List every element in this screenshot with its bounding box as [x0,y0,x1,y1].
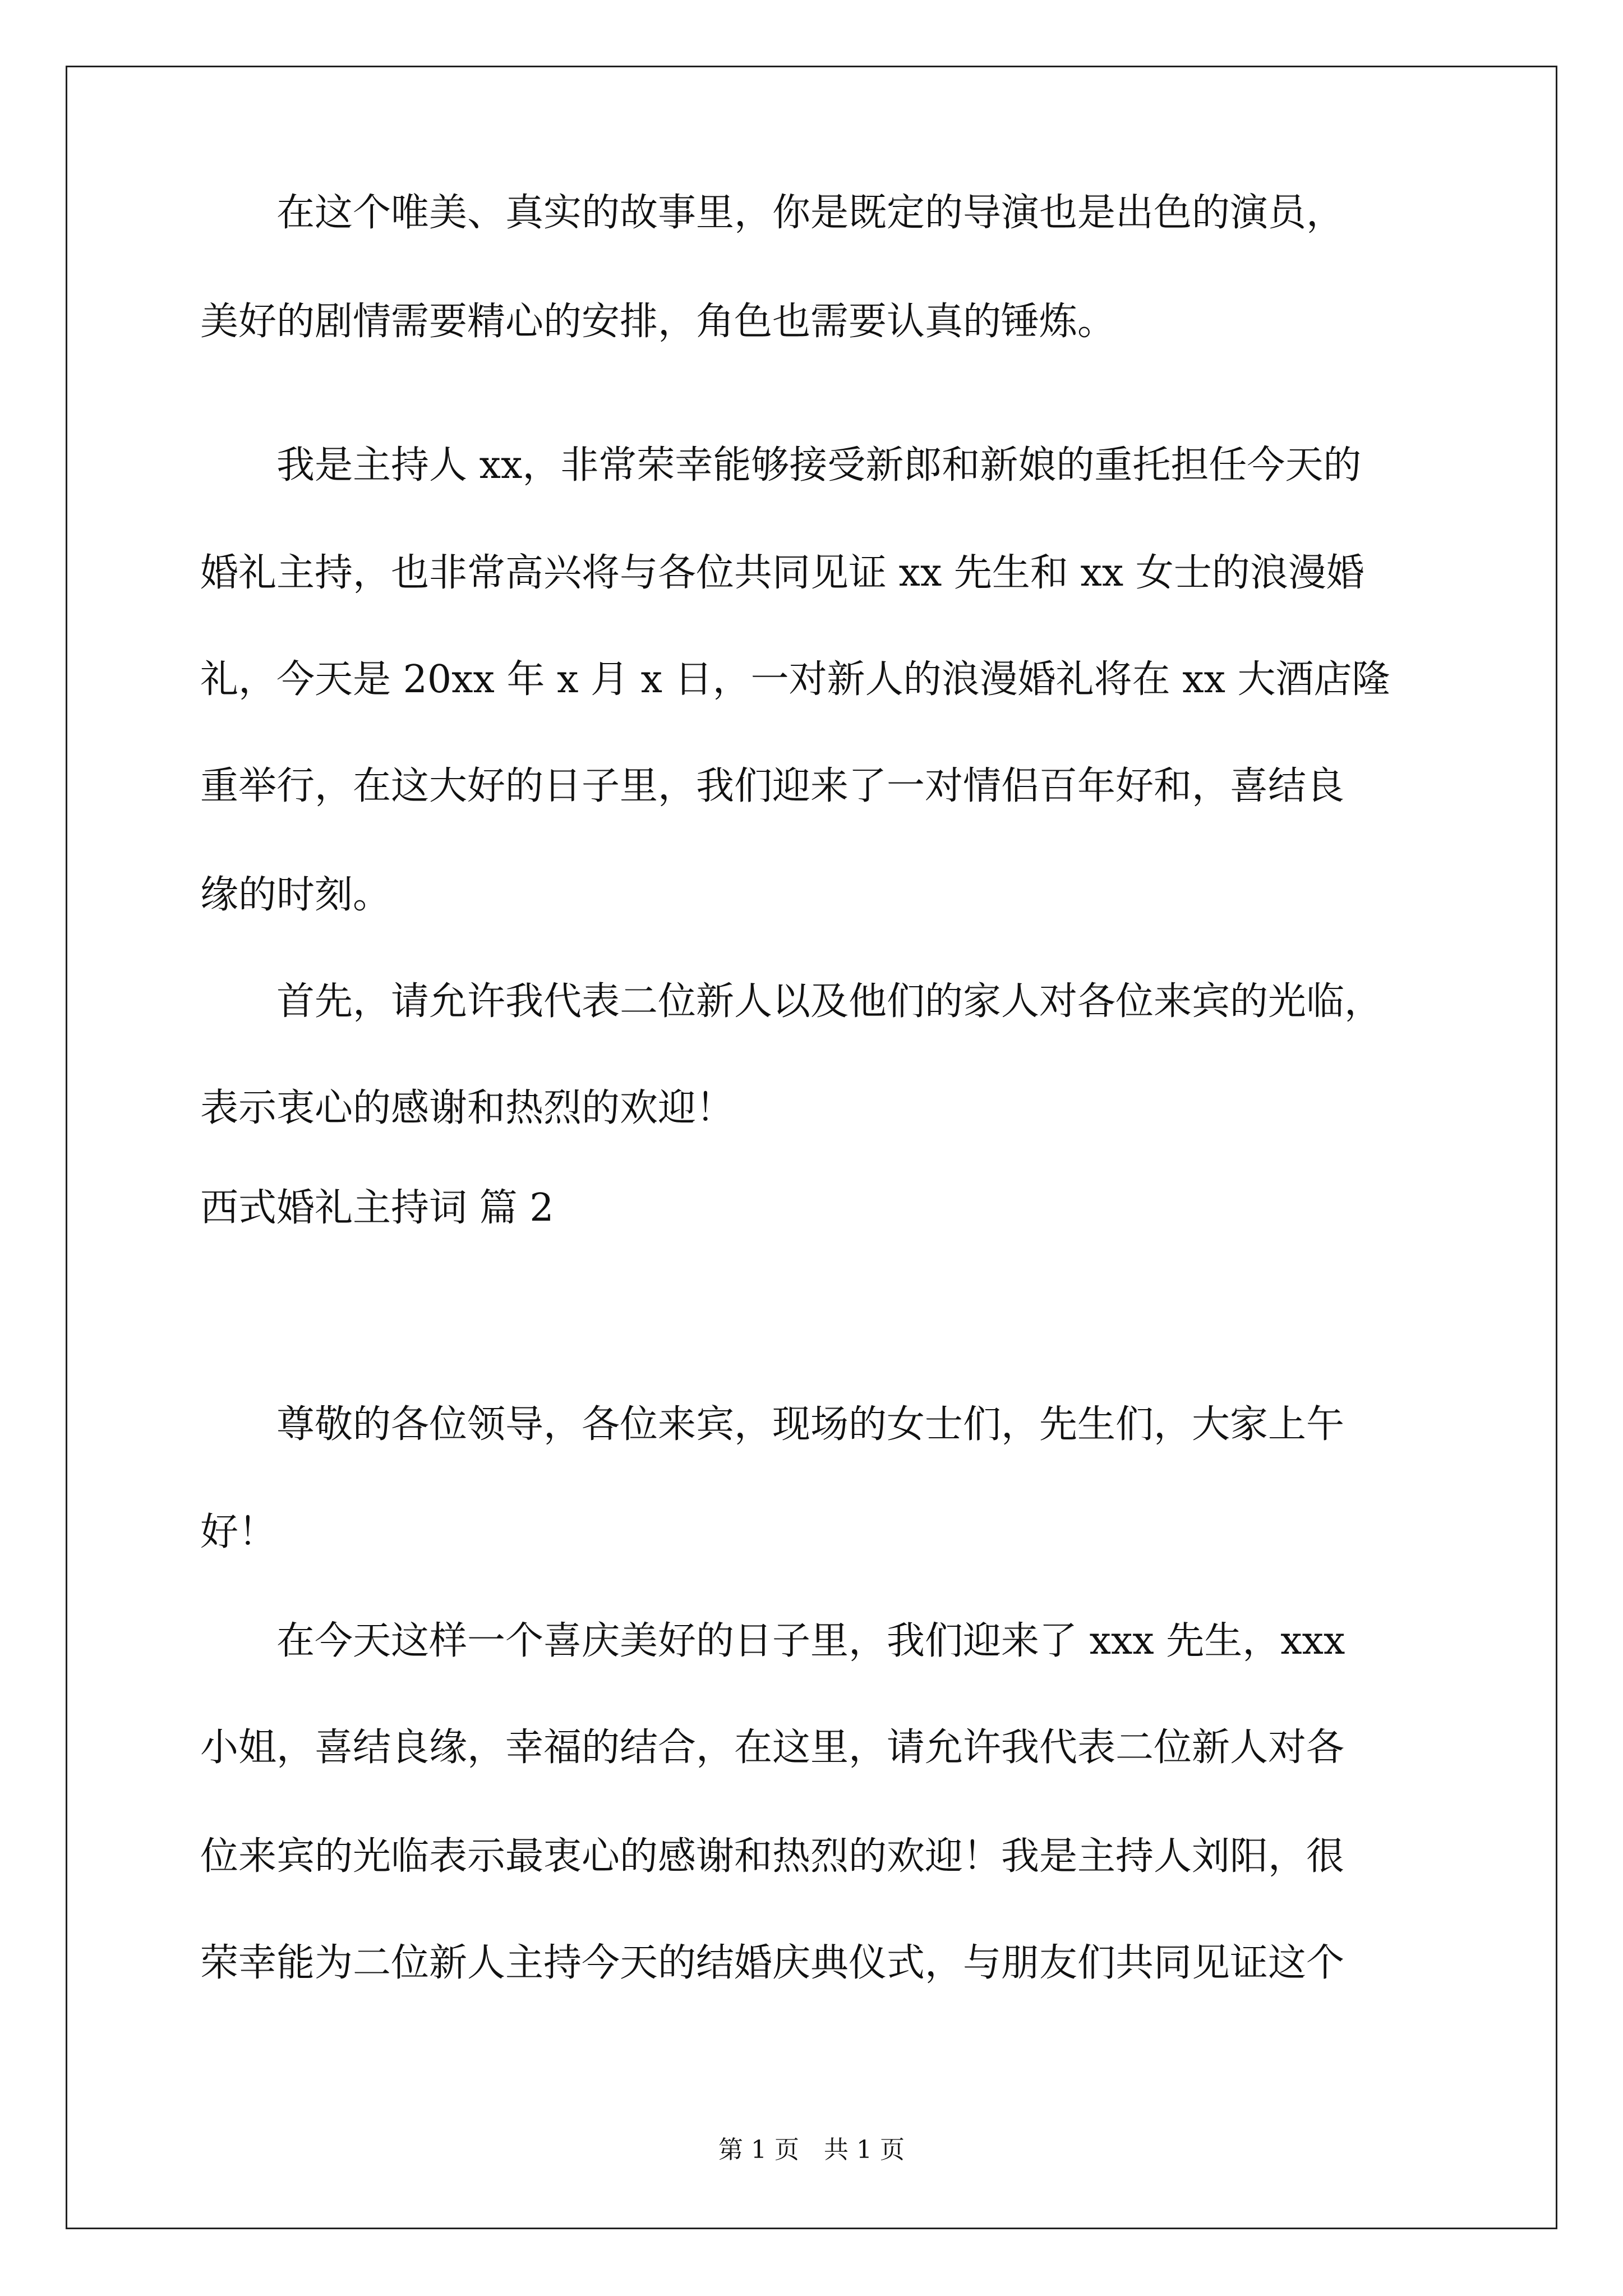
paragraph-line: 婚礼主持，也非常高兴将与各位共同见证 xx 先生和 xx 女士的浪漫婚 [200,551,1364,595]
paragraph-line: 在这个唯美、真实的故事里，你是既定的导演也是出色的演员， [200,191,1345,235]
paragraph-line: 在今天这样一个喜庆美好的日子里，我们迎来了 xxx 先生，xxx [200,1619,1345,1663]
page-border [66,66,1557,2229]
paragraph-line: 位来宾的光临表示最衷心的感谢和热烈的欢迎！我是主持人刘阳，很 [200,1834,1345,1879]
paragraph-line: 我是主持人 xx，非常荣幸能够接受新郎和新娘的重托担任今天的 [200,443,1362,487]
paragraph-line: 尊敬的各位领导，各位来宾，现场的女士们，先生们，大家上午 [200,1402,1345,1447]
paragraph-line: 表示衷心的感谢和热烈的欢迎！ [200,1086,735,1130]
paragraph-line: 礼，今天是 20xx 年 x 月 x 日，一对新人的浪漫婚礼将在 xx 大酒店隆 [200,657,1390,702]
paragraph-line: 重举行，在这大好的日子里，我们迎来了一对情侣百年好和，喜结良 [200,764,1345,808]
paragraph-line: 首先，请允许我代表二位新人以及他们的家人对各位来宾的光临， [200,979,1383,1024]
section-heading: 西式婚礼主持词 篇 2 [200,1186,554,1230]
paragraph-line: 荣幸能为二位新人主持今天的结婚庆典仪式，与朋友们共同见证这个 [200,1941,1345,1985]
paragraph-line: 美好的剧情需要精心的安排，角色也需要认真的锤炼。 [200,300,1116,344]
paragraph-line: 缘的时刻。 [200,873,391,917]
paragraph-line: 小姐，喜结良缘，幸福的结合，在这里，请允许我代表二位新人对各 [200,1726,1345,1770]
paragraph-line: 好！ [200,1510,277,1554]
page-number-footer: 第 1 页 共 1 页 [718,2136,905,2164]
